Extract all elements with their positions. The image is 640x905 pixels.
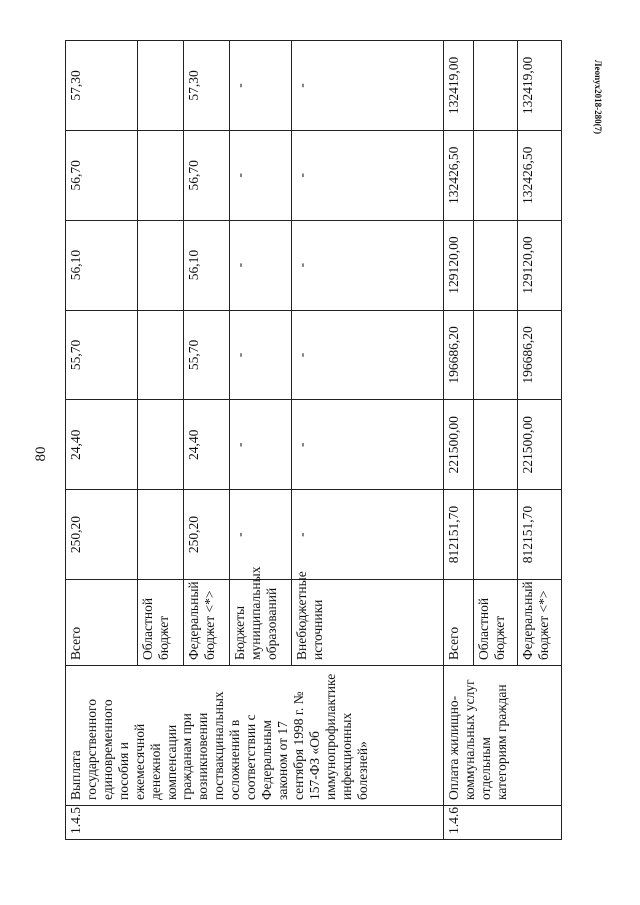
value-cell: 24,40 xyxy=(66,400,138,490)
value-cell: - xyxy=(292,310,444,400)
value-cell xyxy=(474,220,518,310)
table-row xyxy=(66,41,138,840)
value-cell xyxy=(138,310,184,400)
value-cell: 250,20 xyxy=(184,490,230,580)
row-number: 1.4.5 xyxy=(66,806,444,840)
value-cell xyxy=(474,310,518,400)
value-cell: 132419,00 xyxy=(518,41,562,131)
value-cell: 55,70 xyxy=(66,310,138,400)
value-cell: - xyxy=(292,220,444,310)
value-cell: 812151,70 xyxy=(518,490,562,580)
source-label: Федеральный бюджет <*> xyxy=(184,580,230,666)
budget-table xyxy=(65,40,562,840)
value-cell: 56,70 xyxy=(184,130,230,220)
value-cell xyxy=(474,41,518,131)
source-label: Бюджеты муниципальных образований xyxy=(230,580,292,666)
row-name: Выплата государственного единовременного пособия и ежемесячной денежной компенсации гражданам при возникновении поствакцинальных осложнений в соответствии с Федеральным законом от 17 сентября 1998 г. № 157-ФЗ «Об иммунопрофилактике инфекционных болезней» xyxy=(66,666,444,806)
source-label: Федеральный бюджет <*> xyxy=(518,580,562,666)
value-cell xyxy=(474,130,518,220)
document-code: Леоnух2018-280(7) xyxy=(593,59,603,135)
value-cell: 132426,50 xyxy=(518,130,562,220)
source-label: Всего xyxy=(66,580,138,666)
value-cell: 57,30 xyxy=(184,41,230,131)
value-cell: - xyxy=(230,130,292,220)
value-cell: - xyxy=(230,41,292,131)
value-cell: - xyxy=(230,490,292,580)
value-cell: - xyxy=(292,41,444,131)
value-cell: 57,30 xyxy=(66,41,138,131)
value-cell: 56,10 xyxy=(66,220,138,310)
value-cell xyxy=(138,130,184,220)
table-row xyxy=(444,41,474,840)
value-cell: 129120,00 xyxy=(444,220,474,310)
value-cell: 56,70 xyxy=(66,130,138,220)
source-label: Внебюджетные источники xyxy=(292,580,444,666)
value-cell: 250,20 xyxy=(66,490,138,580)
row-number: 1.4.6 xyxy=(444,806,562,840)
value-cell xyxy=(138,220,184,310)
value-cell: - xyxy=(292,130,444,220)
row-name: Оплата жилищно-коммунальных услуг отдельным категориям граждан xyxy=(444,666,562,806)
value-cell: 196686,20 xyxy=(444,310,474,400)
value-cell xyxy=(138,41,184,131)
source-label: Областной бюджет xyxy=(138,580,184,666)
rotated-table-container xyxy=(65,40,551,840)
value-cell: 196686,20 xyxy=(518,310,562,400)
page-number: 80 xyxy=(33,446,49,462)
value-cell: 55,70 xyxy=(184,310,230,400)
value-cell: - xyxy=(230,220,292,310)
value-cell: - xyxy=(292,490,444,580)
value-cell: 221500,00 xyxy=(444,400,474,490)
value-cell xyxy=(138,490,184,580)
value-cell: 812151,70 xyxy=(444,490,474,580)
source-label: Областной бюджет xyxy=(474,580,518,666)
source-label: Всего xyxy=(444,580,474,666)
value-cell: 24,40 xyxy=(184,400,230,490)
value-cell: 132426,50 xyxy=(444,130,474,220)
value-cell xyxy=(474,400,518,490)
value-cell xyxy=(138,400,184,490)
value-cell: 132419,00 xyxy=(444,41,474,131)
value-cell: 56,10 xyxy=(184,220,230,310)
value-cell: - xyxy=(292,400,444,490)
value-cell xyxy=(474,490,518,580)
value-cell: - xyxy=(230,400,292,490)
value-cell: - xyxy=(230,310,292,400)
value-cell: 221500,00 xyxy=(518,400,562,490)
value-cell: 129120,00 xyxy=(518,220,562,310)
